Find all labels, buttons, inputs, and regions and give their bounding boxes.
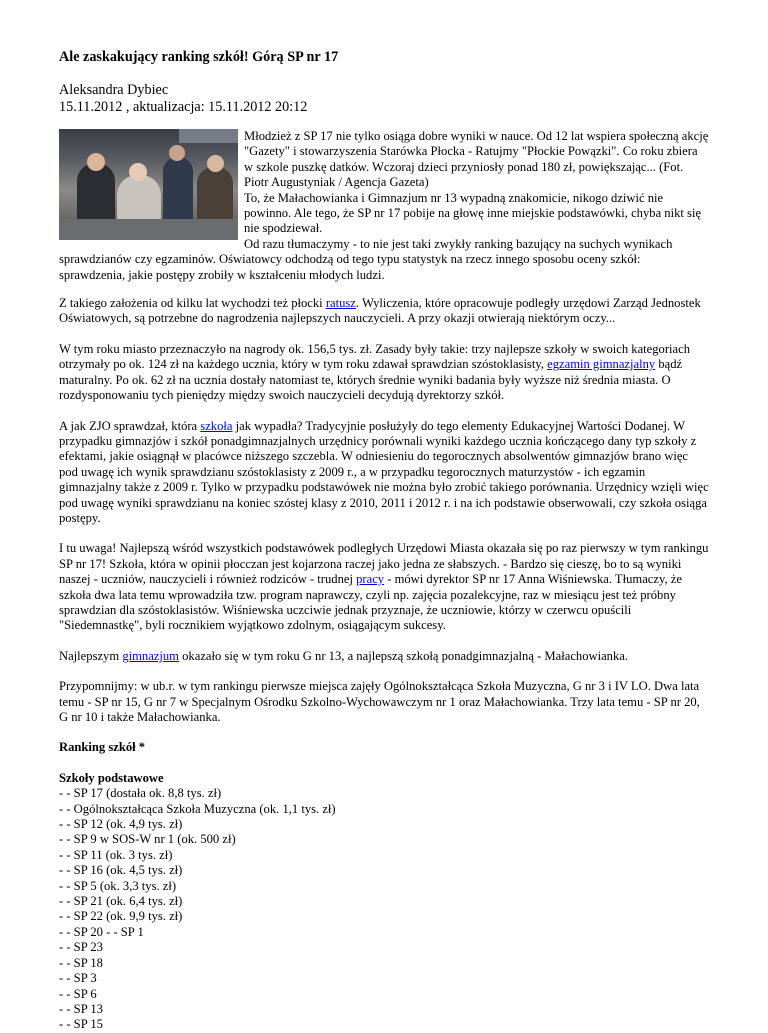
link-gimnazjum[interactable]: gimnazjum [122,648,179,663]
ranking-item: - - Ogólnokształcąca Szkoła Muzyczna (ok. 1,1 tys. zł) [59,801,336,816]
ranking-item: - - SP 3 [59,971,97,986]
ranking-item: - - SP 18 [59,955,103,970]
ranking-list [59,786,709,1033]
paragraph: A jak ZJO sprawdzał, która szkoła jak wypadła? Tradycyjnie posłużyły do tego elementy Edukacyjnej Wartości Dodanej. W przypadku gimnazjów i szkół ponadgimnazjalnych urzędnicy porównali wyniki każdego ucznia kończącego dany typ szkoły z efektami, jakie osiągnął w placówce niższego szczebla. W odniesieniu do tegorocznych absolwentów gimnazjów brano więc pod uwagę ich wynik sprawdzianu szóstoklasisty z 2009 r., a w przypadku tegorocznych maturzystów - ich egzamin gimnazjalny także z 2009 r. Tylko w przypadku podstawówek nie można było zrobić takiego porównania. Urzędnicy wzięli więc pod uwagę wyniki sprawdzianu na koniec szóstej klasy z 2010, 2011 i 2012 r. i na ich podstawie obserwowali, czy szkoła osiąga postępy. [59,418,709,525]
ranking-subtitle: Szkoły podstawowe [59,770,164,785]
author: Aleksandra Dybiec [59,82,169,98]
ranking-item: - - SP 15 [59,1017,103,1032]
ranking-item: - - SP 23 [59,940,103,955]
ranking-item: - - SP 16 (ok. 4,5 tys. zł) [59,863,183,878]
ranking-item: - - SP 12 (ok. 4,9 tys. zł) [59,817,183,832]
ranking-item: - - SP 21 (ok. 6,4 tys. zł) [59,894,183,909]
ranking-item: - - SP 22 (ok. 9,9 tys. zł) [59,909,183,924]
link-egzamin-gimnazjalny[interactable]: egzamin gimnazjalny [547,357,656,372]
ranking-title: Ranking szkół * [59,740,146,755]
link-ratusz[interactable]: ratusz [325,296,356,311]
ranking-item: - - SP 9 w SOS-W nr 1 (ok. 500 zł) [59,832,236,847]
article-body [59,129,709,1033]
lead-paragraph: To, że Małachowianka i Gimnazjum nr 13 wypadną znakomicie, nikogo dziwić nie powinno. Ale tego, że SP nr 17 pobije na głowę inne miejskie podstawówki, chyba nikt się nie spodziewał. [244,190,702,236]
article-photo [59,129,238,240]
ranking-item: - - SP 11 (ok. 3 tys. zł) [59,847,173,862]
ranking-item: - - SP 5 (ok. 3,3 tys. zł) [59,878,177,893]
byline [59,82,307,116]
article-title: Ale zaskakujący ranking szkół! Górą SP nr 17 [59,49,339,65]
link-pracy[interactable]: pracy [356,572,385,587]
ranking-item: - - SP 20 - - SP 1 [59,924,144,939]
link-szkola[interactable]: szkoła [200,418,233,433]
paragraph: I tu uwaga! Najlepszą wśród wszystkich podstawówek podległych Urzędowi Miasta okazała się po raz pierwszy w tym rankingu SP nr 17! Szkoła, która w opinii płocczan jest kojarzona raczej jako jedna ze słabszych. - Bardzo się cieszę, bo to są wyniki naszej - uczniów, nauczycieli i również rodziców - trudnej pracy - mówi dyrektor SP nr 17 Anna Wiśniewska. Tłumaczy, że szkoła dwa lata temu wprowadziła tzw. program naprawczy, czyli np. zajęcia pozalekcyjne, raz w miesiącu jest też próbny sprawdzian dla szóstoklasistów. Wiśniewska uczciwie jednak przyznaje, że uczniowie, którzy w czerwcu opuścili "Siedemnastkę", byli rocznikiem wyjątkowo zdolnym, osiągającym sukcesy. [59,541,709,633]
lead-paragraph-2: Od razu tłumaczymy - to nie jest taki zwykły ranking bazujący na suchych wynikach sprawdzianów czy egzaminów. Oświatowcy odchodzą od tego typu statystyk na rzecz innego sposobu oceny szkół: sprawdzenia, jakie postępy zrobiły w kształceniu młodych ludzi. [59,236,673,282]
ranking-item: - - SP 13 [59,1001,103,1016]
paragraph: Najlepszym gimnazjum okazało się w tym roku G nr 13, a najlepszą szkołą ponadgimnazjalną - Małachowianka. [59,648,629,663]
paragraph: Z takiego założenia od kilku lat wychodzi też płocki ratusz. Wyliczenia, które opracowuje podległy urzędowi Zarząd Jednostek Oświatowych, są potrzebne do nagrodzenia najlepszych nauczycieli. A przy okazji otwierają niektórym oczy... [59,296,701,326]
paragraph: W tym roku miasto przeznaczyło na nagrody ok. 156,5 tys. zł. Zasady były takie: trzy najlepsze szkoły w swoich kategoriach otrzymały po ok. 124 zł na każdego ucznia, który w tym roku zdawał sprawdzian szóstoklasisty, egzamin gimnazjalny bądź maturalny. Po ok. 62 zł na ucznia dostały natomiast te, których średnie wyniki badania były wyższe niż średnia miasta. O rozdysponowaniu tych pieniędzy między swoich nauczycieli decydują dyrektorzy szkół. [59,341,691,403]
photo-caption: Młodzież z SP 17 nie tylko osiąga dobre wyniki w nauce. Od 12 lat wspiera społeczną akcję "Gazety" i stowarzyszenia Starówka Płocka - Ratujmy "Płockie Powązki". Co roku zbiera w szkole puszkę datków. Wczoraj dzieci przyniosły ponad 180 zł, powiększając... (Fot. Piotr Augustyniak / Agencja Gazeta) [244,129,709,190]
ranking-item: - - SP 6 [59,986,97,1001]
dateline: 15.11.2012 , aktualizacja: 15.11.2012 20:12 [59,99,308,115]
intro-block [59,129,709,283]
paragraph: Przypomnijmy: w ub.r. w tym rankingu pierwsze miejsca zajęły Ogólnokształcąca Szkoła Muzyczna, G nr 3 i IV LO. Dwa lata temu - SP nr 15, G nr 7 w Specjalnym Ośrodku Szkolno-Wychowawczym nr 1 oraz Małachowianka. Trzy lata temu - SP nr 20, G nr 10 i także Małachowianka. [59,679,700,724]
ranking-item: - - SP 17 (dostała ok. 8,8 tys. zł) [59,786,222,801]
